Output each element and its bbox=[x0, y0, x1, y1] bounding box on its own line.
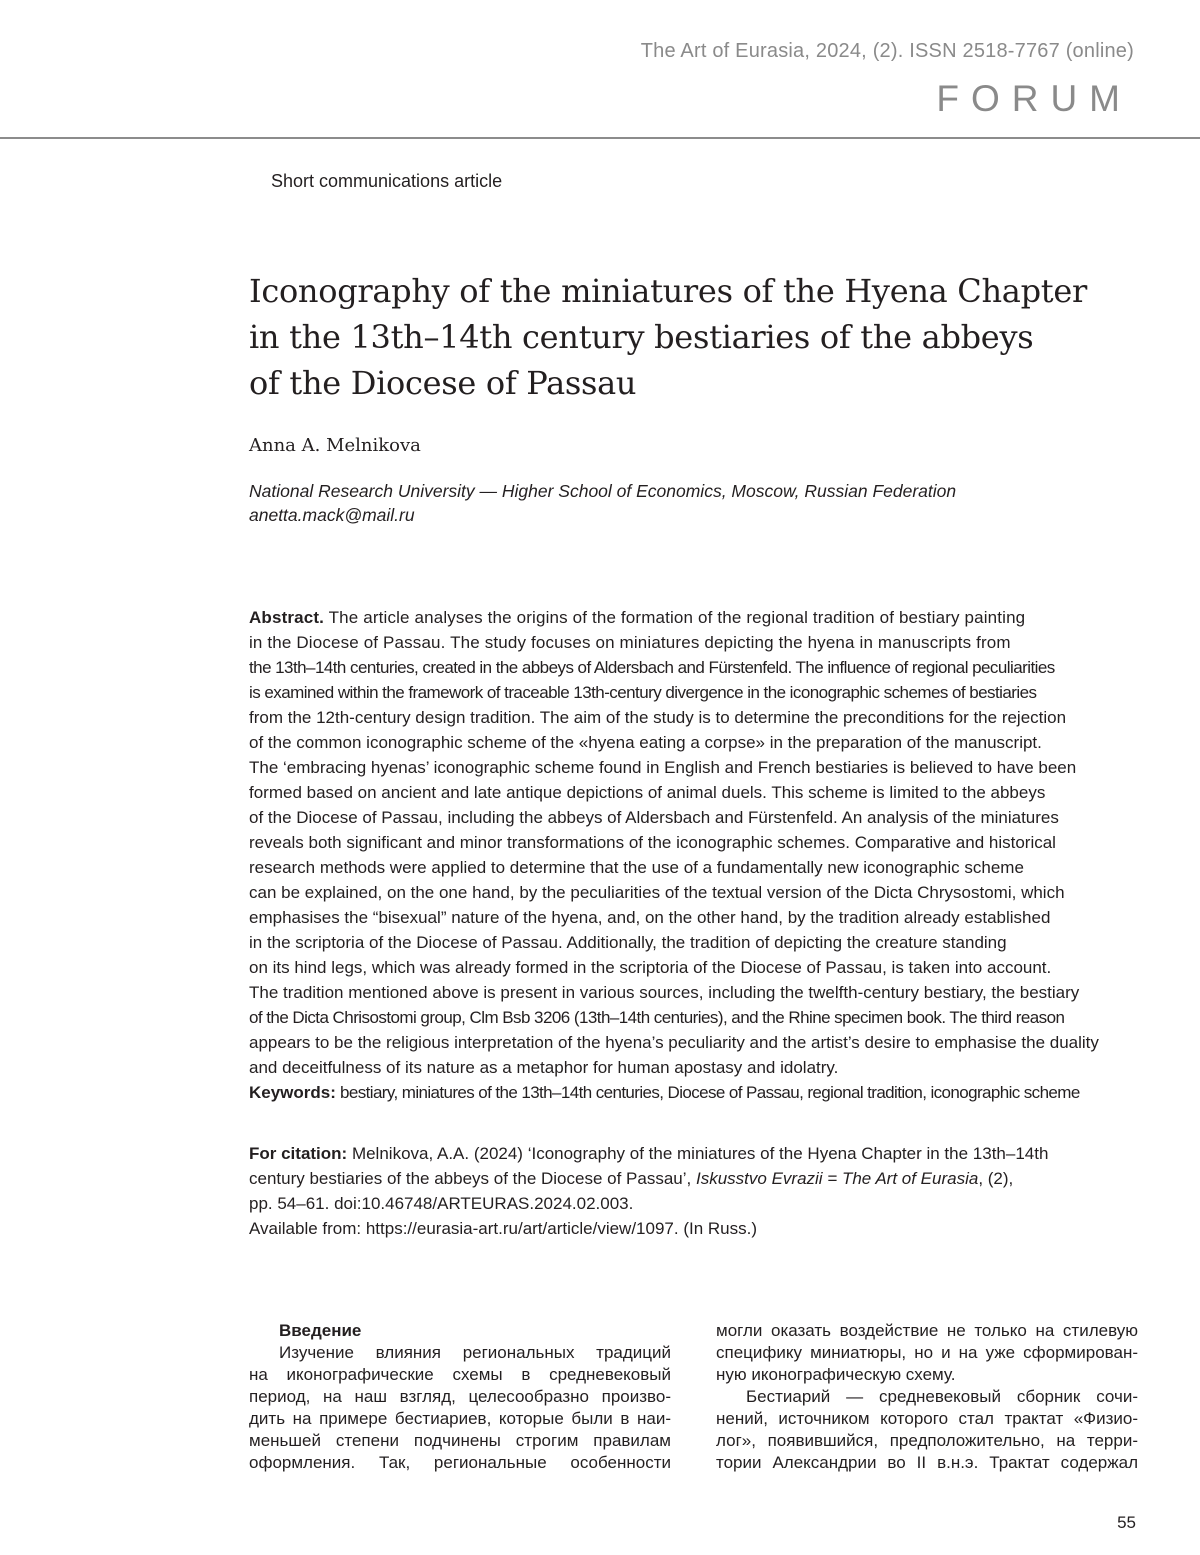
citation-doi[interactable]: pp. 54–61. doi:10.46748/ARTEURAS.2024.02.003. bbox=[249, 1194, 634, 1213]
abstract-line: in the scriptoria of the Diocese of Passau. Additionally, the tradition of depicting the creature standing bbox=[249, 933, 1007, 952]
body-line: период, на наш взгляд, целесообразно произво- bbox=[249, 1387, 671, 1406]
body-line: могли оказать воздействие не только на стилевую bbox=[716, 1321, 1138, 1340]
body-line: Изучение влияния региональных традиций bbox=[279, 1343, 671, 1362]
body-line: оформления. Так, региональные особенности bbox=[249, 1453, 671, 1472]
article-title bbox=[249, 268, 1129, 406]
body-line: ную иконографическую схему. bbox=[716, 1365, 956, 1384]
abstract bbox=[249, 605, 1139, 1105]
keywords-label: Keywords: bbox=[249, 1083, 336, 1102]
abstract-line: from the 12th-century design tradition. The aim of the study is to determine the preconditions for the rejection bbox=[249, 708, 1067, 727]
abstract-line: of the common iconographic scheme of the «hyena eating a corpse» in the preparation of the manuscript. bbox=[249, 733, 1042, 752]
keywords bbox=[249, 1080, 1139, 1105]
affiliation-institution: National Research University — Higher School of Economics, Moscow, Russian Federation bbox=[249, 481, 957, 501]
citation-url[interactable]: Available from: https://eurasia-art.ru/art/article/view/1097. (In Russ.) bbox=[249, 1219, 757, 1238]
body-line: лог», появившийся, предположительно, на терри- bbox=[716, 1431, 1138, 1450]
abstract-line: in the Diocese of Passau. The study focuses on miniatures depicting the hyena in manuscripts from bbox=[249, 633, 1011, 652]
body-column-left bbox=[249, 1320, 671, 1474]
abstract-line: The ‘embracing hyenas’ iconographic scheme found in English and French bestiaries is believed to have been bbox=[249, 758, 1077, 777]
body-line: нений, источником которого стал трактат «Физио- bbox=[716, 1409, 1138, 1428]
body-line: на иконографические схемы в средневековый bbox=[249, 1365, 671, 1384]
abstract-line: emphasises the “bisexual” nature of the hyena, and, on the other hand, by the tradition already established bbox=[249, 908, 1051, 927]
abstract-line: and deceitfulness of its nature as a metaphor for human apostasy and idolatry. bbox=[249, 1058, 839, 1077]
keywords-text: bestiary, miniatures of the 13th–14th centuries, Diocese of Passau, regional tradition, iconographic scheme bbox=[335, 1083, 1080, 1102]
abstract-line: of the Dicta Chrisostomi group, Clm Bsb 3206 (13th–14th centuries), and the Rhine specimen book. The third reason bbox=[249, 1008, 1065, 1027]
citation-label: For citation: bbox=[249, 1144, 348, 1163]
section-label: FORUM bbox=[936, 78, 1132, 119]
citation-line: century bestiaries of the abbeys of the Diocese of Passau’, Iskusstvo Evrazii = The Art of Eurasia, (2), bbox=[249, 1169, 1014, 1188]
journal-title-italic: Iskusstvo Evrazii = The Art of Eurasia bbox=[695, 1169, 979, 1188]
author-email[interactable]: anetta.mack@mail.ru bbox=[249, 505, 415, 525]
body-column-right bbox=[716, 1320, 1138, 1474]
body-line: меньшей степени подчинены строгим правилам bbox=[249, 1431, 671, 1450]
article-type: Short communications article bbox=[271, 171, 503, 191]
citation-block bbox=[249, 1141, 1149, 1241]
abstract-line: reveals both significant and minor transformations of the iconographic schemes. Comparative and historical bbox=[249, 833, 1056, 852]
abstract-label: Abstract. bbox=[249, 608, 325, 627]
citation-line: For citation: Melnikova, A.A. (2024) ‘Iconography of the miniatures of the Hyena Chapter in the 13th–14th bbox=[249, 1144, 1049, 1163]
body-line: специфику миниатюры, но и на уже сформирован- bbox=[716, 1343, 1138, 1362]
abstract-line: can be explained, on the one hand, by the peculiarities of the textual version of the Dicta Chrysostomi, which bbox=[249, 883, 1065, 902]
abstract-line: on its hind legs, which was already formed in the scriptoria of the Diocese of Passau, is taken into account. bbox=[249, 958, 1052, 977]
title-line: of the Diocese of Passau bbox=[249, 364, 637, 402]
abstract-line: formed based on ancient and late antique depictions of animal duels. This scheme is limited to the abbeys bbox=[249, 783, 1046, 802]
body-line: дить на примере бестиариев, которые были в наи- bbox=[249, 1409, 671, 1428]
title-line: Iconography of the miniatures of the Hyena Chapter bbox=[249, 272, 1087, 310]
page-number: 55 bbox=[1117, 1513, 1136, 1532]
journal-header: The Art of Eurasia, 2024, (2). ISSN 2518-7767 (online) bbox=[640, 40, 1134, 62]
abstract-line: the 13th–14th centuries, created in the abbeys of Aldersbach and Fürstenfeld. The influence of regional peculiarities bbox=[249, 658, 1055, 677]
body-line: тории Александрии во II в.н.э. Трактат содержал bbox=[716, 1453, 1138, 1472]
abstract-line: Abstract. The article analyses the origins of the formation of the regional tradition of bestiary painting bbox=[249, 608, 1026, 627]
author-name: Anna A. Melnikova bbox=[249, 435, 421, 456]
header-divider bbox=[0, 137, 1200, 139]
abstract-line: of the Diocese of Passau, including the abbeys of Aldersbach and Fürstenfeld. An analysis of the miniatures bbox=[249, 808, 1059, 827]
abstract-line: appears to be the religious interpretation of the hyena’s peculiarity and the artist’s desire to emphasise the duality bbox=[249, 1033, 1099, 1052]
abstract-line: research methods were applied to determine that the use of a fundamentally new iconographic scheme bbox=[249, 858, 1024, 877]
title-line: in the 13th–14th century bestiaries of the abbeys bbox=[249, 318, 1034, 356]
abstract-line: The tradition mentioned above is present in various sources, including the twelfth-century bestiary, the bestiary bbox=[249, 983, 1080, 1002]
affiliation-block bbox=[249, 479, 956, 527]
abstract-line: is examined within the framework of traceable 13th-century divergence in the iconographic schemes of bestiaries bbox=[249, 683, 1037, 702]
section-heading: Введение bbox=[279, 1321, 362, 1340]
body-line: Бестиарий — средневековый сборник сочи- bbox=[746, 1387, 1138, 1406]
